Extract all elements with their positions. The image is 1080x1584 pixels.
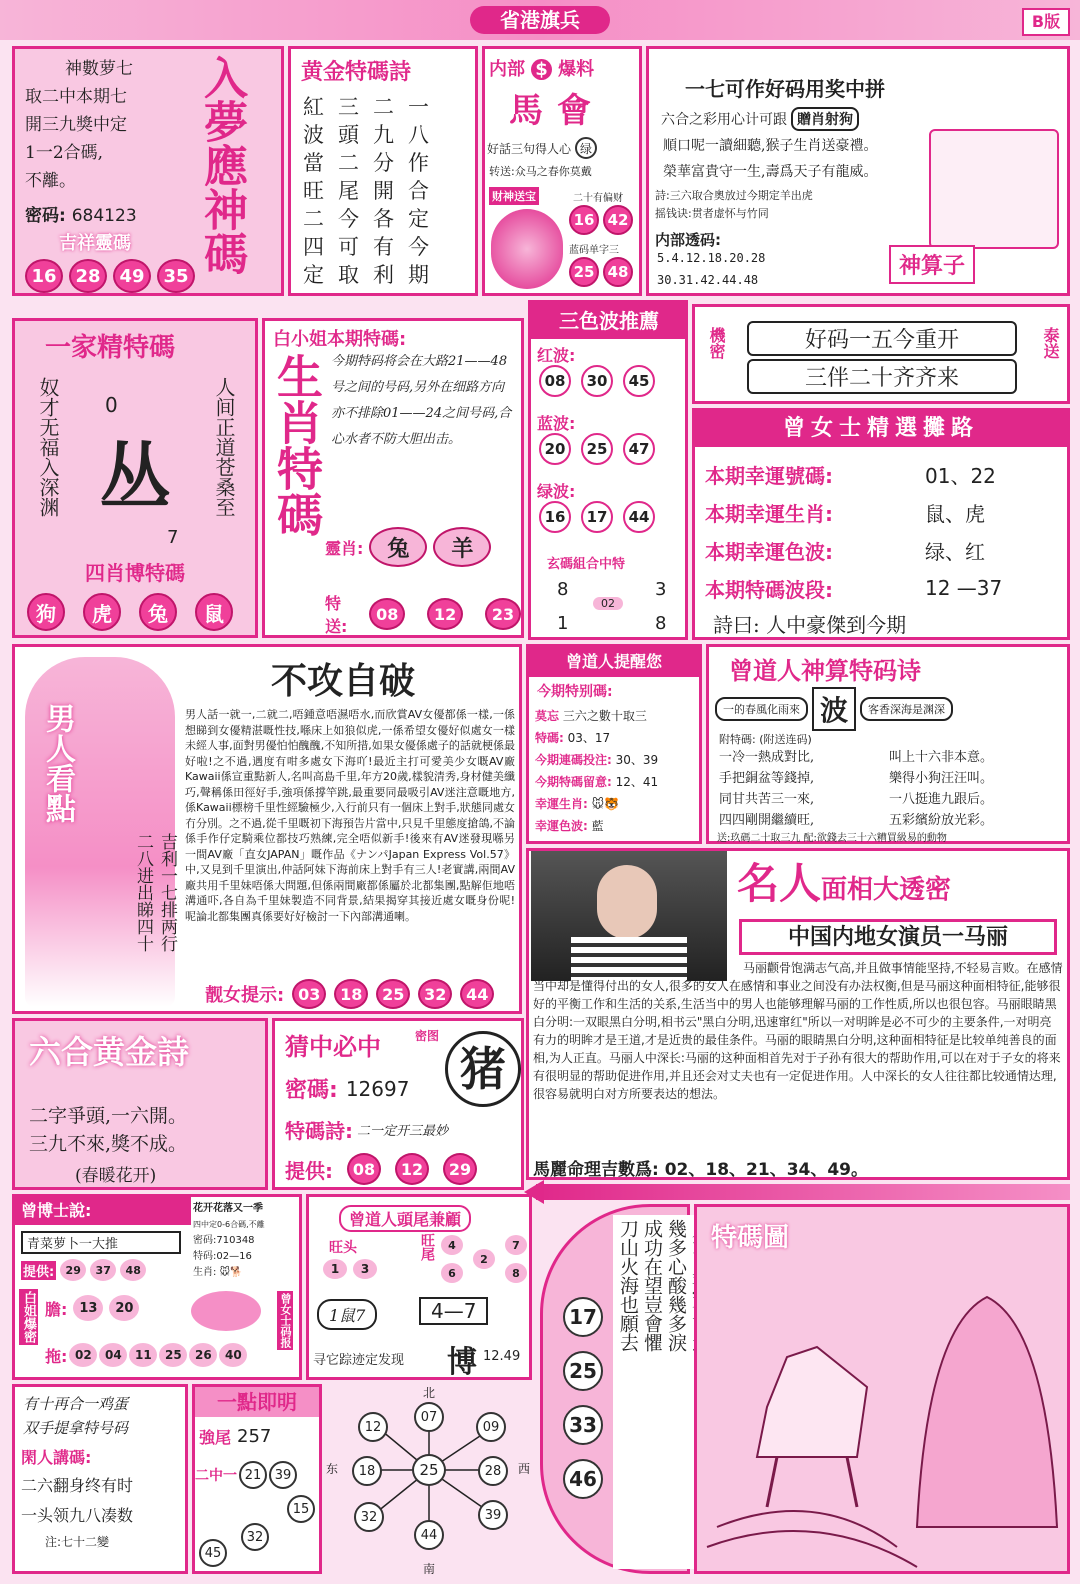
panel-dr-zeng xyxy=(12,1194,302,1380)
inside-code-line4: 詩:三六取合奧放过今期定羊出虎 xyxy=(655,189,813,202)
inside-code-row2: 30.31.42.44.48 xyxy=(657,273,759,287)
tip-ball: 44 xyxy=(460,979,494,1009)
extra-ball: 15 xyxy=(287,1495,315,1523)
lucky-zodiac-icons: 🐭🐯 xyxy=(591,797,620,811)
inside-news-title: 内部 $ 爆料 xyxy=(489,59,595,80)
zodiac-icons: 🐭🐕 xyxy=(219,1267,243,1278)
liuhe-line2: 三九不來,獎不成。 xyxy=(29,1133,188,1155)
family-num-top: 0 xyxy=(105,393,118,417)
dan-ball: 20 xyxy=(109,1295,139,1321)
panel-special-picture xyxy=(694,1204,1070,1574)
two-in-one-ball: 39 xyxy=(269,1461,297,1489)
wang-head: 旺头 xyxy=(329,1240,357,1256)
sage-illustration xyxy=(929,129,1059,249)
guess-win-tag: 密图 xyxy=(415,1029,440,1043)
tip-ball: 25 xyxy=(376,979,410,1009)
liuhe-signature: (春暖花开) xyxy=(75,1166,157,1186)
tail-num: 6 xyxy=(441,1263,463,1283)
mahui-title: 馬會 xyxy=(509,91,605,131)
compass-south: 南 xyxy=(423,1562,436,1576)
dream-line: 開三九獎中定 xyxy=(25,115,127,135)
ms-zeng-row: 本期幸運生肖: 鼠、虎 xyxy=(705,501,985,526)
secret-right: 泰送 xyxy=(1041,327,1060,359)
reminder-row: 特碼: 03、17 xyxy=(535,731,611,745)
dr-zeng-hint: 青菜萝卜一大推 xyxy=(21,1231,181,1254)
red-ball: 08 xyxy=(539,365,571,397)
reminder-row: 今期特碼留意: 12、41 xyxy=(535,775,659,789)
special-send-row: 特送: 08 12 23 xyxy=(325,591,521,637)
panel-guess-win xyxy=(272,1018,524,1190)
spirit-zodiac: 兔 xyxy=(369,527,427,567)
panel-golden-poem xyxy=(288,46,478,296)
inside-line1: 好話三句得人心 绿 xyxy=(487,137,597,159)
special-ball: 23 xyxy=(485,598,521,630)
tuo-ball: 25 xyxy=(159,1343,187,1367)
men-poem-right: 吉利一七排两行 xyxy=(157,833,177,952)
poem-col: 二 九 分 開 各 有 利 xyxy=(373,95,394,287)
zeng-poem-line: 手把銅盆等錢掉, 樂得小狗汪汪叫。 xyxy=(719,771,994,786)
combo-num: 3 xyxy=(655,579,667,600)
page-title: 省港旗兵 xyxy=(470,6,610,34)
green-ball: 17 xyxy=(581,501,613,533)
poem-col: 一 八 作 合 定 今 期 xyxy=(408,95,429,287)
tail-nums xyxy=(441,1235,531,1285)
special-ball: 12 xyxy=(427,598,463,630)
ms-zeng-row: 本期幸運色波: 绿、红 xyxy=(705,539,985,564)
guess-pwd-row: 密碼: 12697 xyxy=(285,1076,410,1103)
dr-zeng-ball: 37 xyxy=(90,1259,116,1281)
inside-code-title: 一七可作好码用奖中拼 xyxy=(685,77,885,101)
inside-code-line3: 榮華富貴守一生,壽爲天子有龍威。 xyxy=(663,164,878,180)
compass-east: 东 xyxy=(326,1462,339,1476)
compass-node: 07 xyxy=(414,1402,444,1432)
red-wave-label: 红波: xyxy=(537,346,576,365)
tuo-ball: 26 xyxy=(189,1343,217,1367)
special-ball: 08 xyxy=(369,598,405,630)
dream-lines xyxy=(25,55,195,195)
fortune-god-image xyxy=(491,209,563,289)
password-value: 684123 xyxy=(71,206,137,226)
dr-zeng-ball: 29 xyxy=(60,1259,86,1281)
blue-ball: 25 xyxy=(581,433,613,465)
dream-line: 神數萝七 xyxy=(65,59,133,79)
ms-zeng-title: 曾女士精選攤路 xyxy=(695,411,1067,447)
panel-secret-send xyxy=(692,304,1070,404)
idle-line2: 双手提拿特号码 xyxy=(23,1419,129,1437)
tip-ball: 18 xyxy=(334,979,368,1009)
pig-char: 猪 xyxy=(445,1031,521,1107)
panel-family-code xyxy=(12,318,258,638)
tip-ball: 32 xyxy=(418,979,452,1009)
head-num: 1 xyxy=(323,1259,347,1279)
fortune-ball: 48 xyxy=(603,257,633,287)
green-wave-label: 绿波: xyxy=(537,482,576,501)
three-color-title: 三色波推薦 xyxy=(531,303,687,339)
idle-note: 注:七十二變 xyxy=(45,1535,110,1549)
rat-image xyxy=(191,1291,261,1331)
compass-north: 北 xyxy=(423,1386,436,1400)
reminder-row: 今期連碼投注: 30、39 xyxy=(535,753,659,767)
men-view-title: 男人看點 xyxy=(40,703,75,823)
reminder-row: 莫忘 三六之數十取三 xyxy=(535,709,647,723)
spirit-zodiac: 羊 xyxy=(433,527,491,567)
compass-node: 32 xyxy=(354,1502,384,1532)
ms-zeng-vertical: 曾女士码报 xyxy=(279,1293,292,1348)
compass-node: 39 xyxy=(478,1500,508,1530)
secret-left: 機密 xyxy=(707,327,726,359)
reminder-sub: 今期特别碼: xyxy=(537,684,613,700)
combo-num: 8 xyxy=(557,579,569,600)
lucky-ball: 16 xyxy=(25,259,63,293)
zodiac-ball: 鼠 xyxy=(195,593,233,631)
strong-tail-row: 強尾 257 xyxy=(199,1426,272,1447)
tail-num: 7 xyxy=(505,1235,527,1255)
family-zodiac xyxy=(27,593,233,631)
tuo-row: 拖: 02 04 11 25 26 40 xyxy=(45,1343,247,1367)
blue-ball: 20 xyxy=(539,433,571,465)
red-ball: 30 xyxy=(581,365,613,397)
golden-poem-title: 黄金特碼詩 xyxy=(301,59,412,85)
zodiac-ball: 狗 xyxy=(27,593,65,631)
fortune-ball: 25 xyxy=(569,257,599,287)
advance-line: 幾多心酸幾多淚 xyxy=(665,1219,687,1352)
tail-num: 2 xyxy=(473,1249,495,1269)
panel-dream-code xyxy=(12,46,284,296)
four-zodiac-title: 四肖博特碼 xyxy=(85,561,185,585)
compass-center: 25 xyxy=(412,1454,446,1486)
tuo-ball: 02 xyxy=(69,1343,97,1367)
dan-row: 膽: 13 20 xyxy=(45,1295,139,1321)
fortune-label: 财神送宝 xyxy=(489,187,539,205)
golden-poem-columns xyxy=(303,93,429,289)
dr-zeng-ball: 48 xyxy=(120,1259,146,1281)
compass-wheel xyxy=(326,1384,532,1580)
panel-inside-news xyxy=(482,46,642,296)
celebrity-foot: 馬麗命理吉數爲: 02、18、21、34、49。 xyxy=(533,1160,869,1180)
zeng-poem-line: 一冷一熱成對比, 叫上十六非本意。 xyxy=(719,750,994,765)
zodiac-ball: 虎 xyxy=(83,593,121,631)
zeng-poem-lines xyxy=(719,747,1065,831)
inside-code-line5: 摇钱诀:贯者虚怀与竹同 xyxy=(655,207,769,220)
guess-win-title: 猜中必中 xyxy=(285,1032,381,1061)
compass-node: 28 xyxy=(478,1456,508,1486)
liuhe-poem-title: 六合黄金詩 xyxy=(29,1033,190,1071)
tuo-ball: 11 xyxy=(129,1343,157,1367)
donkey-haystack-illustration xyxy=(697,1267,1067,1567)
strong-tail-value: 257 xyxy=(237,1426,272,1447)
miss-white-title: 白小姐本期特碼: xyxy=(273,329,407,350)
family-code-title: 一家精特碼 xyxy=(45,333,176,363)
panel-idle-talk xyxy=(12,1384,188,1574)
reminder-title: 曾道人提醒您 xyxy=(529,647,699,677)
green-circle: 绿 xyxy=(575,137,597,159)
inside-code-header: 内部透码: xyxy=(655,231,721,249)
not-attack-article: 男人話一就一,二就二,唔鍾意唔濕唔水,而欣賞AV女優都係一樣,一係想睇到女優精湛嘅性技,喺床上如狼似虎,一係希望女優好似處女一樣未經人事,面對男優怕怕醜醜,不知所措,如果女優係處子的話就梗係最好啦!之不過,遇度有咁多處女下海吖!最近主打可愛美少女嘅AV廠Kawaii係宣重點新人,名叫高島千里,年方20歲,樣貌清秀,身材健美纖巧,聲稱係田徑好手,強項係撐竿跳,最重要同最吸引AV迷注意嘅地方,係Kawaii標榜千里性經驗極少,入行前只有一個床上對手,狀態同處女冇分別。之不過,從千里嘅初下海預告片當中,只見千里態度搶鴿,不論係手作仔定騎乘位都技巧熟練,完全唔似新手!後來有AV迷發現喺另一間AV廠「直女JAPAN」嘅作品《ナンパJapan Express Vol.57》中,又見到千里演出,仲話阿妹下海前床上對手有三人!老實講,兩間AV廠共用千里妹唔係大問題,但係兩間廠都係屬於北都集團,點解佢地唔溝通吓,各自為千里妹製造不同背景,結果揭穿其接近處女嘅身份呢!呢論北都集團真係要好好檢討一下內部溝通喇。 xyxy=(185,708,515,923)
zeng-poem-line: 四四剛開繼續旺, 五彩繽紛放光彩。 xyxy=(719,813,994,828)
trace-text: 寻它踪迹定发现 xyxy=(313,1353,405,1368)
panel-advance-poem xyxy=(540,1204,690,1574)
dr-zeng-title: 曾博士說: xyxy=(15,1197,191,1225)
rat-seven: 1鼠7 xyxy=(317,1299,377,1330)
two-in-one-row: 二中一 21 39 xyxy=(195,1461,297,1489)
ms-zeng-row: 本期幸運號碼: 01、22 xyxy=(705,463,996,488)
family-right-poem: 人间正道苍桑至 xyxy=(212,377,236,517)
arrow-head-icon xyxy=(524,1180,544,1204)
ms-zeng-poem: 詩曰: 人中豪傑到今期 xyxy=(713,613,907,637)
dan-ball: 13 xyxy=(73,1295,103,1321)
wave-char: 波 xyxy=(812,687,856,731)
reminder-rows xyxy=(535,705,699,837)
guess-pwd: 12697 xyxy=(345,1076,410,1101)
lucky-ball: 28 xyxy=(69,259,107,293)
inside-code-line2: 順口呢一讀細聽,猴子生肖送豪禮。 xyxy=(663,138,878,154)
two-in-one-ball: 21 xyxy=(239,1461,267,1489)
zodiac-ball: 兔 xyxy=(139,593,177,631)
tip-ball: 03 xyxy=(292,979,326,1009)
compass-west: 西 xyxy=(518,1462,531,1476)
head-nums xyxy=(323,1259,377,1279)
panel-inside-code xyxy=(646,46,1070,296)
tuo-ball: 40 xyxy=(219,1343,247,1367)
combo-num: 1 xyxy=(557,613,569,634)
bo-nums: 12.49 xyxy=(483,1349,521,1364)
special-picture-title: 特碼圖 xyxy=(711,1223,790,1253)
range-box: 4—7 xyxy=(419,1297,488,1325)
compass-node: 44 xyxy=(414,1520,444,1550)
reminder-row: 幸運生肖: 🐭🐯 xyxy=(535,797,620,811)
advance-ball: 46 xyxy=(563,1459,603,1499)
spirit-zodiac-row: 靈肖: 兔 羊 xyxy=(325,527,491,567)
inside-code-line1: 六合之彩用心计可跟 贈肖射狗 xyxy=(661,107,859,131)
red-ball: 45 xyxy=(623,365,655,397)
celebrity-text: 马丽颧骨饱满志气高,并且做事情能坚持,不轻易言败。在感情当中却是懂得付出的女人,很多的女人在感情和事业之间没有办法权衡,但是马丽这种面相特征,能够很好的平衡工作和生活的关系,生活当中的男人也能够理解马丽的工作性质,所以也很包容。马丽眼睛黑白分明:一双眼黑白分明,相书云"黑白分明,迅速窜红"所以一对明眸是必不可少的主要条件,一对明亮有力的明眸才是王道,才是近贵的最佳条件。马丽的眼睛黑白分明,这种面相特征是比较单纯善良的面相,为人正直。马丽人中深长:马丽的这种面相首先对于子孙有很大的帮助作用,可以在对于子女的将来有很明显的帮助促进作用,并且还会对丈夫也有一定促进作用。人中深长的女人往往都比较通情达理,很容易就明白对方所要表达的想法。 xyxy=(533,961,1063,1101)
zeng-poem-title: 曾道人神算特码诗 xyxy=(729,656,921,685)
panel-celebrity-face xyxy=(526,848,1070,1180)
inside-line2: 转送:众马之春你莫戴 xyxy=(489,165,592,178)
compass-node: 09 xyxy=(476,1412,506,1442)
zeng-poem-foot: 送:玖碼二十取三九 配:欲錢去三十六糟買級易的動物 xyxy=(717,833,947,844)
combo-center: 02 xyxy=(593,597,623,610)
fortune-ball: 42 xyxy=(603,205,633,235)
lucky-ball: 35 xyxy=(157,259,195,293)
white-sister-label: 白姐爆密 xyxy=(21,1291,36,1343)
ms-zeng-row: 本期特碼波段: 12 —37 xyxy=(705,576,1003,602)
gift-tag: 贈肖射狗 xyxy=(791,107,859,131)
dr-zeng-side: 花开花落又一季 四中定0-6合碼,不離 密码:710348 特码:02—16 生肖: 🐭🐕 xyxy=(193,1203,265,1278)
celebrity-title: 名人面相大透密 xyxy=(737,859,952,908)
blue-wave-label: 蓝波: xyxy=(537,414,576,433)
one-point-title: 一點即明 xyxy=(195,1387,319,1417)
green-wave-balls xyxy=(539,501,655,533)
dream-line: 取二中本期七 xyxy=(25,87,127,107)
fortune-balls-bottom xyxy=(569,257,633,287)
green-ball: 16 xyxy=(539,501,571,533)
panel-three-color xyxy=(528,300,688,640)
green-ball: 44 xyxy=(623,501,655,533)
advance-balls xyxy=(563,1297,603,1499)
fortune-sub2: 蓝码单字三 xyxy=(569,245,619,256)
fortune-balls-top xyxy=(569,205,633,235)
advance-ball: 25 xyxy=(563,1351,603,1391)
combo-title: 玄碼組合中特 xyxy=(547,557,626,572)
poem-col: 紅 波 當 旺 二 四 定 xyxy=(303,95,324,287)
idle-b: 一头领九八凑数 xyxy=(21,1506,134,1525)
extra-ball: 32 xyxy=(241,1523,269,1551)
wang-tail: 旺尾 xyxy=(419,1233,435,1261)
reminder-row: 幸運色波: 藍 xyxy=(535,819,604,833)
panel-head-tail xyxy=(306,1194,532,1380)
compass-node: 18 xyxy=(352,1456,382,1486)
blue-ball: 47 xyxy=(623,433,655,465)
sage-signature: 神算子 xyxy=(889,245,975,284)
zeng-poem-header: 附特碼: (附送连码) xyxy=(719,733,812,746)
offer-ball: 08 xyxy=(347,1153,381,1185)
arrow-left-icon xyxy=(536,1184,1070,1200)
dr-zeng-offer: 提供: 29 37 48 xyxy=(21,1259,146,1281)
combo-num: 8 xyxy=(655,613,667,634)
zeng-poem-banner: 一的春風化雨來 波 客香深海是渊深 xyxy=(715,687,953,731)
secret-line1: 好码一五今重开 xyxy=(747,321,1017,356)
bo-char: 博 xyxy=(447,1345,477,1380)
panel-zeng-poem xyxy=(706,644,1070,844)
tail-num: 8 xyxy=(505,1263,527,1283)
fortune-sub1: 二十有偏财 xyxy=(573,193,623,204)
tail-num: 4 xyxy=(441,1235,463,1255)
panel-not-attack xyxy=(12,644,522,1014)
red-wave-balls xyxy=(539,365,655,397)
password-label: 密码: xyxy=(25,206,66,226)
dream-line: 1一2合碼, xyxy=(25,143,104,163)
panel-ms-zeng xyxy=(692,408,1070,640)
miss-white-text: 今期特码将会在大路21——48号之间的号码,另外在细路方向亦不排除01——24之间号码,合心水者不防大胆出击。 xyxy=(331,354,512,447)
dream-big-title: 入夢應神碼 xyxy=(196,55,247,275)
lucky-balls xyxy=(25,259,195,293)
guess-poem-row: 特碼詩: 二一定开三最妙 xyxy=(285,1119,449,1143)
panel-reminder xyxy=(526,644,702,844)
extra-ball: 45 xyxy=(199,1539,227,1567)
fortune-ball: 16 xyxy=(569,205,599,235)
panel-miss-white xyxy=(262,318,524,638)
family-num-bottom: 7 xyxy=(167,527,179,548)
men-poem-left: 二八进出睇四十 xyxy=(133,833,153,952)
beauty-tip-row: 靓女提示: 03 18 25 32 44 xyxy=(205,979,494,1009)
password-row xyxy=(25,201,137,226)
panel-one-point xyxy=(192,1384,322,1574)
ms-zeng-rows xyxy=(705,455,1065,607)
family-left-poem: 奴才无福入深渊 xyxy=(36,377,60,517)
tuo-ball: 04 xyxy=(99,1343,127,1367)
idle-line1: 有十再合一鸡蛋 xyxy=(23,1395,129,1413)
advance-line: 刀山火海也願去 xyxy=(617,1219,639,1352)
lucky-code-label: 吉祥靈碼 xyxy=(59,233,131,254)
inside-code-row1: 5.4.12.18.20.28 xyxy=(657,251,766,265)
not-attack-title: 不攻自破 xyxy=(271,660,416,702)
blue-wave-balls xyxy=(539,433,655,465)
offer-ball: 12 xyxy=(395,1153,429,1185)
liuhe-line1: 二字爭頭,一六開。 xyxy=(29,1105,188,1127)
advance-line: 成功在望豈會懼 xyxy=(641,1219,663,1352)
celebrity-subtitle: 中国内地女演员一马丽 xyxy=(739,919,1057,955)
edition-badge: B版 xyxy=(1022,8,1070,36)
head-tail-title: 曾道人頭尾兼顧 xyxy=(339,1205,471,1232)
dream-line: 不離。 xyxy=(25,171,76,191)
family-big-char: 丛 xyxy=(99,434,172,519)
idle-a: 二六翻身终有时 xyxy=(21,1476,134,1495)
panel-liuhe-poem xyxy=(12,1018,268,1190)
lucky-ball: 49 xyxy=(113,259,151,293)
offer-ball: 29 xyxy=(443,1153,477,1185)
idle-header: 閑人講碼: xyxy=(21,1448,92,1467)
head-num: 3 xyxy=(353,1259,377,1279)
poem-col: 三 頭 二 尾 今 可 取 xyxy=(338,95,359,287)
advance-ball: 33 xyxy=(563,1405,603,1445)
compass-node: 12 xyxy=(358,1412,388,1442)
secret-line2: 三伴二十齐齐来 xyxy=(747,359,1017,394)
advance-ball: 17 xyxy=(563,1297,603,1337)
guess-offer-row: 提供: 08 12 29 xyxy=(285,1153,477,1185)
zodiac-special-big: 生肖特碼 xyxy=(270,353,324,537)
zeng-poem-line: 同甘共苦三一來, 一八挺進九跟后。 xyxy=(719,792,994,807)
guess-poem: 二一定开三最妙 xyxy=(357,1124,449,1139)
